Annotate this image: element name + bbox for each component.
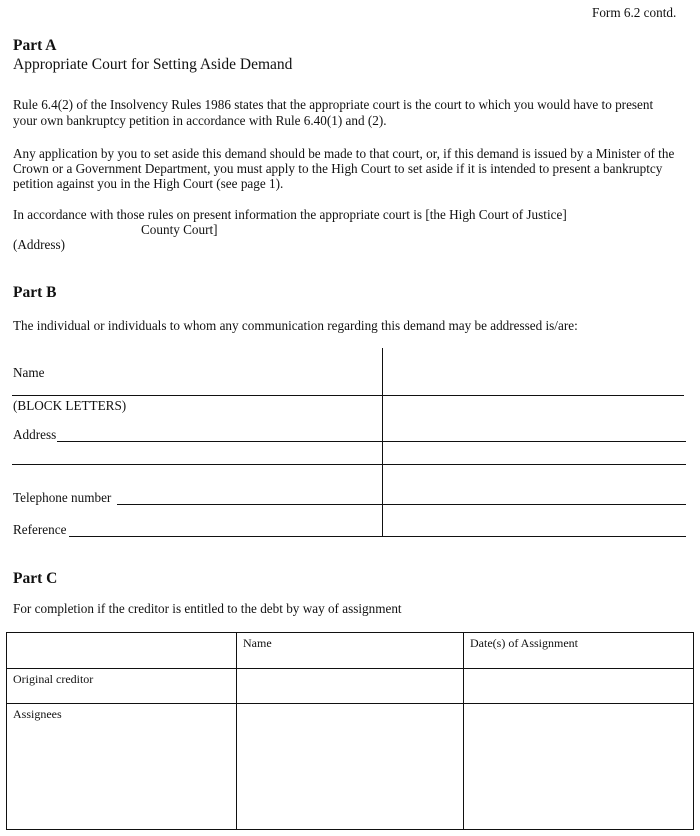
part-a-para2-line3: petition against you in the High Court (see page 1). — [13, 176, 284, 191]
assignment-table-row-assignees: Assignees — [13, 707, 62, 721]
assignment-table-row-original-creditor: Original creditor — [13, 672, 94, 686]
part-b-column-divider — [382, 348, 383, 536]
part-a-address-label: (Address) — [13, 237, 66, 252]
part-b-block-letters: (BLOCK LETTERS) — [13, 398, 127, 413]
part-b-telephone-line — [117, 504, 686, 505]
assignment-table-col-divider-2 — [463, 632, 464, 830]
part-b-intro: The individual or individuals to whom any communication regarding this demand may be addressed is/are: — [13, 318, 578, 333]
assignment-table-header-dates: Date(s) of Assignment — [470, 636, 578, 650]
part-b-name-line — [12, 395, 684, 396]
assignment-table-row-divider-1 — [6, 668, 694, 669]
part-c-heading: Part C — [13, 570, 58, 587]
part-a-para2-line1: Any application by you to set aside this demand should be made to that court, or, if this demand is issued by a Minister of the — [13, 146, 675, 161]
form-number: Form 6.2 contd. — [592, 5, 677, 20]
part-b-telephone-label: Telephone number — [13, 490, 112, 505]
part-c-intro: For completion if the creditor is entitled to the debt by way of assignment — [13, 601, 402, 616]
part-a-para3-line1: In accordance with those rules on present information the appropriate court is [the High Court of Justice] — [13, 207, 567, 222]
assignment-table — [6, 632, 694, 830]
part-b-address-label: Address — [13, 427, 57, 442]
part-a-heading: Part A — [13, 37, 57, 54]
part-b-reference-line — [69, 536, 686, 537]
assignment-table-header-name: Name — [243, 636, 272, 650]
part-a-para1-line1: Rule 6.4(2) of the Insolvency Rules 1986 states that the appropriate court is the court to which you would have to present — [13, 97, 654, 112]
part-b-address-line-1 — [57, 441, 686, 442]
part-a-para2-line2: Crown or a Government Department, you must apply to the High Court to set aside if it is intended to present a bankruptcy — [13, 161, 663, 176]
part-b-heading: Part B — [13, 284, 57, 301]
assignment-table-row-divider-2 — [6, 703, 694, 704]
part-b-name-label: Name — [13, 365, 45, 380]
part-a-county-court: County Court] — [141, 222, 218, 237]
part-b-address-line-2 — [12, 464, 686, 465]
part-a-subheading: Appropriate Court for Setting Aside Demand — [13, 56, 293, 73]
part-a-para1-line2: your own bankruptcy petition in accordance with Rule 6.40(1) and (2). — [13, 113, 387, 128]
part-b-reference-label: Reference — [13, 522, 67, 537]
assignment-table-col-divider-1 — [236, 632, 237, 830]
